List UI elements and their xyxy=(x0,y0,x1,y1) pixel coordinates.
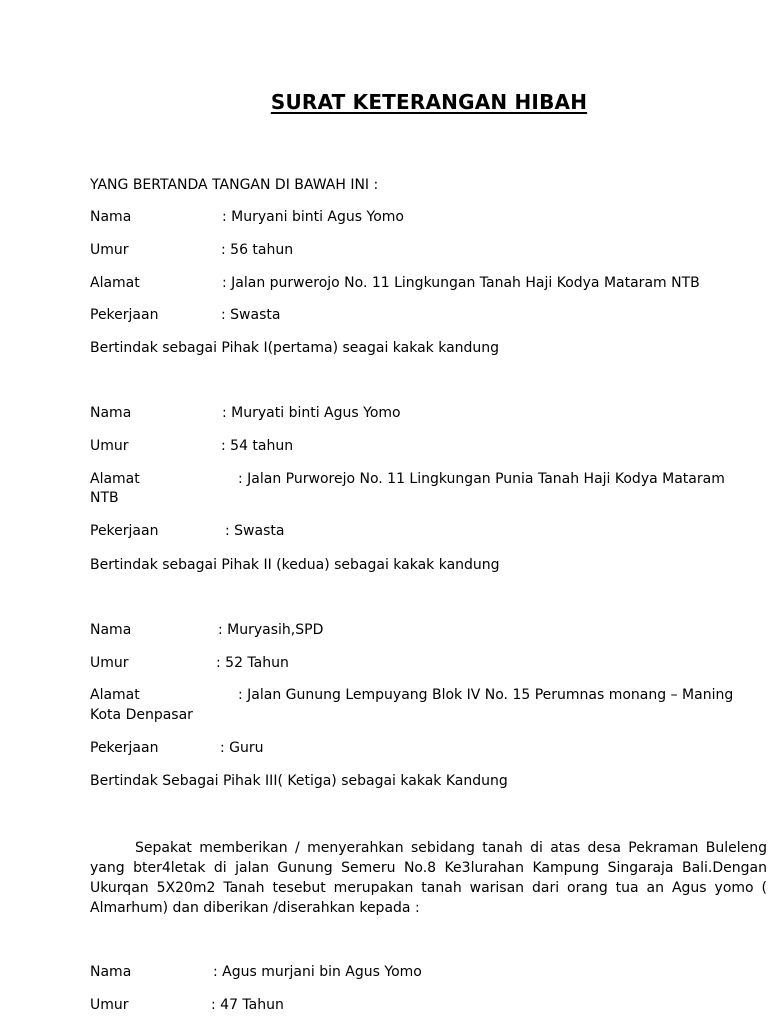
party3-alamat-value: : Jalan Gunung Lempuyang Blok IV No. 15 Perumnas monang – Maning xyxy=(238,687,734,703)
party2-alamat-value: : Jalan Purworejo No. 11 Lingkungan Punia Tanah Haji Kodya Mataram xyxy=(238,471,725,487)
party3-role: Bertindak Sebagai Pihak III( Ketiga) sebagai kakak Kandung xyxy=(90,773,508,789)
party2-umur-value: : 54 tahun xyxy=(221,438,294,454)
party2-alamat-label: Alamat xyxy=(90,471,140,487)
party1-nama-value: : Muryani binti Agus Yomo xyxy=(222,209,404,225)
agreement-paragraph: Sepakat memberikan / menyerahkan sebidang tanah di atas desa Pekraman Buleleng yang bter4letak di jalan Gunung Semeru No.8 Ke3lurahan Kampung Singaraja Bali.Dengan Ukurqan 5X20m2 Tanah tesebut merupakan tanah warisan dari orang tua an Agus yomo ( Almarhum) dan diberikan /diserahkan kepada : xyxy=(90,840,767,916)
party1-pekerjaan-label: Pekerjaan xyxy=(90,307,159,323)
party3-pekerjaan-value: : Guru xyxy=(220,740,264,756)
party3-nama-label: Nama xyxy=(90,622,132,638)
party3-alamat-label: Alamat xyxy=(90,687,140,703)
document-title: SURAT KETERANGAN HIBAH xyxy=(270,90,588,114)
party3-alamat-continuation: Kota Denpasar xyxy=(90,707,193,723)
party3-umur-value: : 52 Tahun xyxy=(216,655,289,671)
recipient-nama-value: : Agus murjani bin Agus Yomo xyxy=(213,964,422,980)
party2-nama-value: : Muryati binti Agus Yomo xyxy=(222,405,401,421)
party1-umur-value: : 56 tahun xyxy=(221,242,294,258)
recipient-umur-label: Umur xyxy=(90,997,129,1013)
recipient-nama-label: Nama xyxy=(90,964,132,980)
party3-pekerjaan-label: Pekerjaan xyxy=(90,740,159,756)
party1-nama-label: Nama xyxy=(90,209,132,225)
party1-pekerjaan-value: : Swasta xyxy=(221,307,281,323)
party3-nama-value: : Muryasih,SPD xyxy=(218,622,324,638)
party2-role: Bertindak sebagai Pihak II (kedua) sebagai kakak kandung xyxy=(90,557,500,573)
party2-umur-label: Umur xyxy=(90,438,129,454)
intro-text: YANG BERTANDA TANGAN DI BAWAH INI : xyxy=(90,177,379,193)
party2-pekerjaan-value: : Swasta xyxy=(225,523,285,539)
recipient-umur-value: : 47 Tahun xyxy=(211,997,284,1013)
party3-umur-label: Umur xyxy=(90,655,129,671)
party2-nama-label: Nama xyxy=(90,405,132,421)
party1-alamat-value: : Jalan purwerojo No. 11 Lingkungan Tanah Haji Kodya Mataram NTB xyxy=(222,275,700,291)
party2-alamat-continuation: NTB xyxy=(90,490,119,506)
party1-role: Bertindak sebagai Pihak I(pertama) seagai kakak kandung xyxy=(90,340,500,356)
party1-alamat-label: Alamat xyxy=(90,275,140,291)
party1-umur-label: Umur xyxy=(90,242,129,258)
party2-pekerjaan-label: Pekerjaan xyxy=(90,523,159,539)
